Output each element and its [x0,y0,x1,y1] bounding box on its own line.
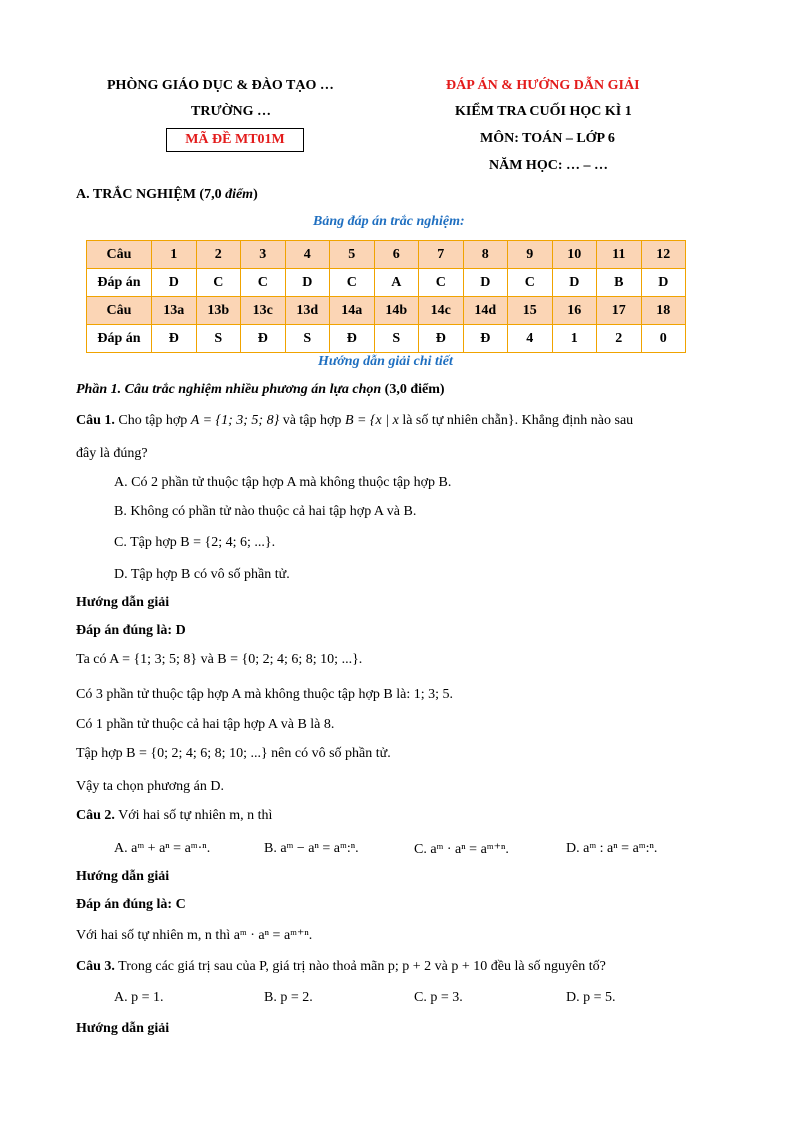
table-cell: 13c [241,297,286,325]
table-cell: C [241,269,286,297]
q1-solution-2: Có 3 phần tử thuộc tập hợp A mà không thuộc tập hợp B là: 1; 3; 5. [76,687,454,702]
table-cell: 10 [552,241,597,269]
table-cell: 11 [597,241,642,269]
q3-option-a: A. p = 1. [114,990,164,1005]
q2-stem: Câu 2. Với hai số tự nhiên m, n thì [76,808,273,823]
table-cell: Câu [87,241,152,269]
table-cell: Câu [87,297,152,325]
table-cell: 5 [330,241,375,269]
table-row [87,325,686,353]
table-cell: A [374,269,419,297]
table-cell: Đ [463,325,508,353]
q1-solution-4: Tập hợp B = {0; 2; 4; 6; 8; 10; ...} nên có vô số phần tử. [76,746,391,761]
detail-title: Hướng dẫn giải chi tiết [318,354,453,369]
q1-option-b: B. Không có phần tử nào thuộc cả hai tập hợp A và B. [114,504,417,519]
table-cell: 0 [641,325,686,353]
table-cell: 2 [597,325,642,353]
q1-answer: Đáp án đúng là: D [76,623,186,638]
table-cell: S [285,325,330,353]
table-row [87,297,686,325]
q2-option-c: C. aᵐ · aⁿ = aᵐ⁺ⁿ. [414,842,509,857]
table-cell: S [196,325,241,353]
table-cell: 1 [552,325,597,353]
table-cell: D [641,269,686,297]
q2-option-a: A. aᵐ + aⁿ = aᵐ·ⁿ. [114,841,211,856]
table-cell: D [152,269,197,297]
table-cell: C [508,269,553,297]
table-cell: 17 [597,297,642,325]
table-cell: 1 [152,241,197,269]
header-year: NĂM HỌC: … – … [489,158,608,173]
table-cell: Đ [330,325,375,353]
table-cell: 12 [641,241,686,269]
table-cell: 14b [374,297,419,325]
q1-guide-heading: Hướng dẫn giải [76,595,170,610]
q1-option-d: D. Tập hợp B có vô số phần tử. [114,567,290,582]
table-cell: 14d [463,297,508,325]
part1-title: Phần 1. Câu trắc nghiệm nhiều phương án lựa chọn (3,0 điểm) [76,382,445,397]
q2-option-d: D. aᵐ : aⁿ = aᵐ:ⁿ. [566,841,658,856]
header-exam-title: KIỂM TRA CUỐI HỌC KÌ 1 [455,104,632,119]
table-cell: 7 [419,241,464,269]
table-cell: 3 [241,241,286,269]
table-cell: C [330,269,375,297]
table-cell: Đ [419,325,464,353]
answer-table [86,240,686,353]
table-cell: D [552,269,597,297]
section-a-title: A. TRẮC NGHIỆM (7,0 điểm) [76,187,258,202]
table-cell: D [463,269,508,297]
table-cell: 4 [508,325,553,353]
table-cell: 4 [285,241,330,269]
q2-answer: Đáp án đúng là: C [76,897,186,912]
q3-stem: Câu 3. Trong các giá trị sau của P, giá trị nào thoả mãn p; p + 2 và p + 10 đều là số nguyên tố? [76,959,606,974]
q3-guide-heading: Hướng dẫn giải [76,1021,170,1036]
table-cell: 13a [152,297,197,325]
q3-option-d: D. p = 5. [566,990,616,1005]
table-cell: B [597,269,642,297]
q3-option-c: C. p = 3. [414,990,463,1005]
header-department: PHÒNG GIÁO DỤC & ĐÀO TẠO … [107,78,334,93]
table-cell: 14a [330,297,375,325]
header-answer-title: ĐÁP ÁN & HƯỚNG DẪN GIẢI [446,78,640,93]
table-row [87,269,686,297]
q1-solution-1: Ta có A = {1; 3; 5; 8} và B = {0; 2; 4; 6; 8; 10; ...}. [76,652,363,667]
table-cell: 8 [463,241,508,269]
table-cell: 15 [508,297,553,325]
table-cell: 2 [196,241,241,269]
table-cell: 13d [285,297,330,325]
q3-option-b: B. p = 2. [264,990,313,1005]
answer-table-title: Bảng đáp án trắc nghiệm: [313,214,465,229]
table-cell: Đ [152,325,197,353]
q1-option-c: C. Tập hợp B = {2; 4; 6; ...}. [114,535,276,550]
q2-solution: Với hai số tự nhiên m, n thì aᵐ · aⁿ = aᵐ⁺ⁿ. [76,928,313,943]
table-cell: 6 [374,241,419,269]
q1-solution-5: Vậy ta chọn phương án D. [76,779,224,794]
table-cell: 14c [419,297,464,325]
table-row [87,241,686,269]
table-cell: Đáp án [87,325,152,353]
q1-solution-3: Có 1 phần tử thuộc cả hai tập hợp A và B là 8. [76,717,335,732]
table-cell: 16 [552,297,597,325]
header-subject: MÔN: TOÁN – LỚP 6 [480,131,615,146]
q1-option-a: A. Có 2 phần tử thuộc tập hợp A mà không thuộc tập hợp B. [114,475,452,490]
table-cell: C [419,269,464,297]
table-cell: Đáp án [87,269,152,297]
table-cell: C [196,269,241,297]
header-school: TRƯỜNG … [191,104,271,119]
table-cell: 18 [641,297,686,325]
q2-guide-heading: Hướng dẫn giải [76,869,170,884]
q1-stem: Câu 1. Cho tập hợp A = {1; 3; 5; 8} và tập hợp B = {x | x là số tự nhiên chẵn}. Khẳng định nào sau [76,413,634,428]
q2-option-b: B. aᵐ − aⁿ = aᵐ:ⁿ. [264,841,359,856]
table-cell: D [285,269,330,297]
q1-stem-line2: đây là đúng? [76,446,148,461]
table-cell: 13b [196,297,241,325]
exam-code-box: MÃ ĐỀ MT01M [166,128,304,152]
table-cell: S [374,325,419,353]
table-cell: 9 [508,241,553,269]
table-cell: Đ [241,325,286,353]
